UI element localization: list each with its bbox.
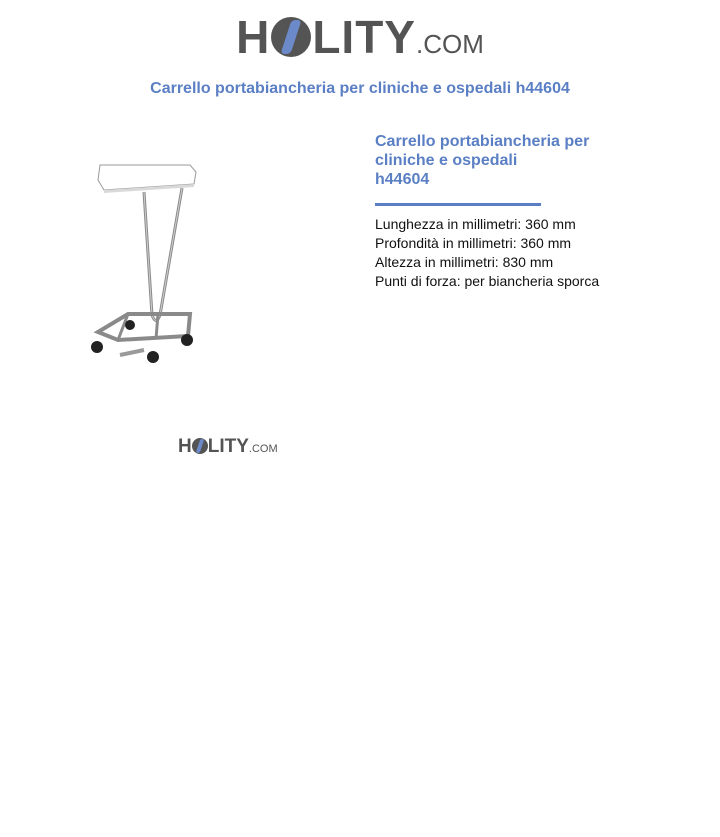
product-title-line-2: cliniche e ospedali — [375, 152, 518, 169]
product-title-line-3: h44604 — [375, 171, 430, 188]
product-info — [375, 132, 675, 291]
brand-logo[interactable] — [0, 10, 720, 64]
logo-letter-h: H — [236, 11, 271, 63]
small-logo-o-icon — [192, 438, 208, 454]
laundry-trolley-image — [60, 150, 230, 375]
logo-text: LITY — [312, 11, 416, 63]
product-title-line-1: Carrello portabiancheria per — [375, 133, 590, 150]
spec-length: Lunghezza in millimetri: 360 mm — [375, 216, 576, 232]
spec-strengths: Punti di forza: per biancheria sporca — [375, 273, 600, 289]
product-title — [375, 132, 675, 189]
spec-depth: Profondità in millimetri: 360 mm — [375, 235, 572, 251]
small-logo-letter-h: H — [178, 436, 192, 457]
title-underline — [375, 203, 541, 206]
logo-com: .COM — [416, 29, 484, 59]
logo-o-icon — [271, 17, 311, 57]
spec-height: Altezza in millimetri: 830 mm — [375, 254, 554, 270]
small-logo-com: .COM — [248, 443, 278, 455]
page-title: Carrello portabiancheria per cliniche e ospedali h44604 — [150, 80, 570, 97]
small-logo-text: LITY — [207, 436, 249, 457]
small-brand-logo — [178, 436, 278, 458]
